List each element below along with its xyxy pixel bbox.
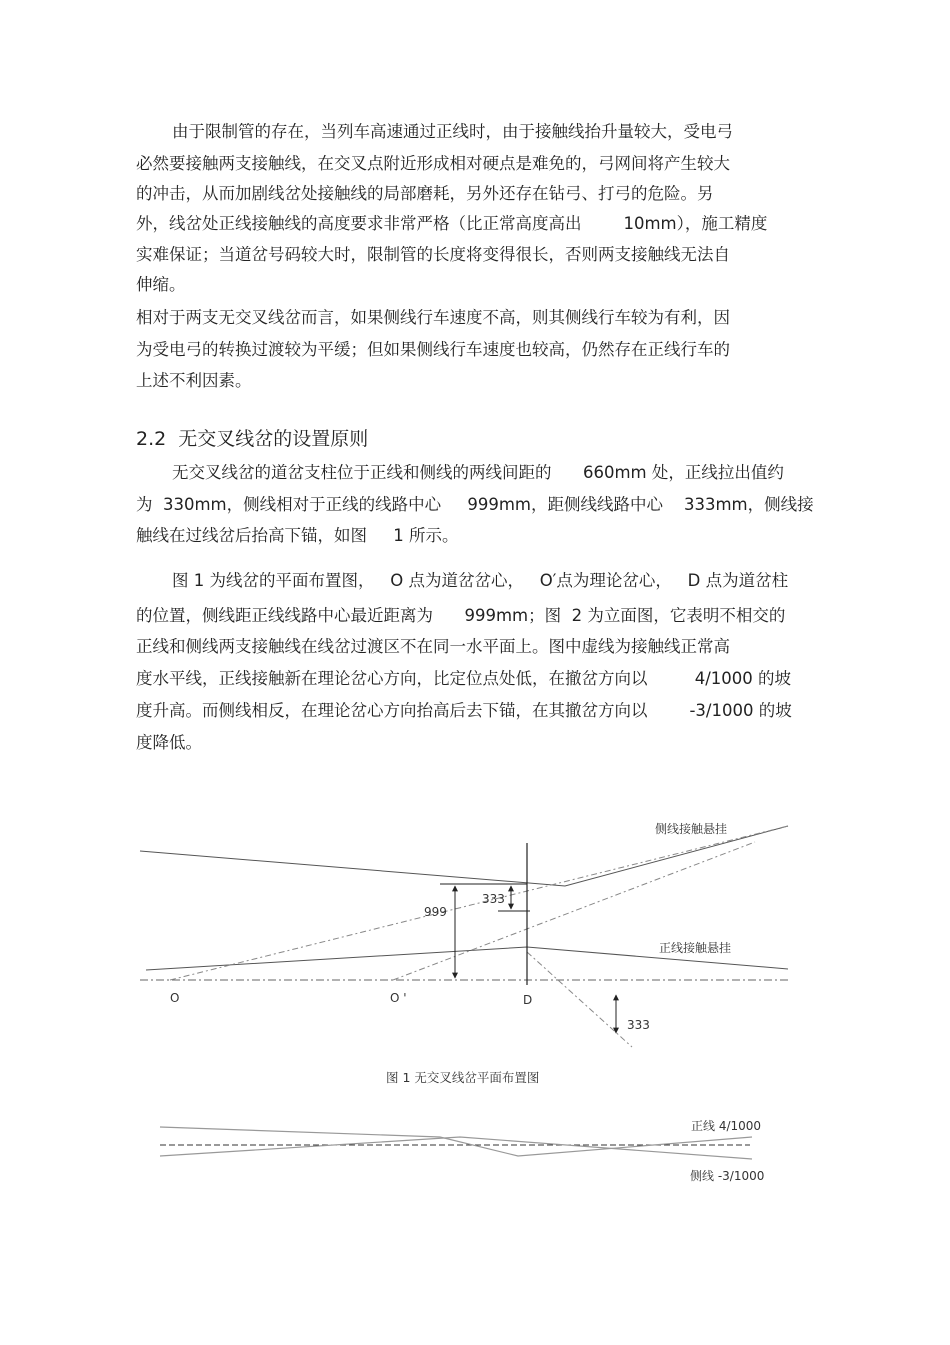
para4-line-3: 正线和侧线两支接触线在线岔过渡区不在同一水平面上。图中虚线为接触线正常高 [136,637,730,656]
point-d-label: D [523,993,533,1007]
point-o-prime-label: O ' [390,991,407,1005]
figure-2 [160,1118,764,1183]
side-track-dashed-1 [170,826,788,980]
dim-333-bottom-label: 333 [627,1018,650,1032]
dim-333-top-label: 333 [482,892,505,906]
para1-line-5: 实难保证；当道岔号码较大时，限制管的长度将变得很长，否则两支接触线无法自 [136,245,730,264]
para3-line-1: 无交叉线岔的道岔支柱位于正线和侧线的两线间距的 660mm 处，正线拉出值约 [172,463,784,482]
para4-line-1: 图 1 为线岔的平面布置图， O 点为道岔岔心， O′点为理论岔心， D 点为道岔柱 [172,571,789,590]
para1-line-2: 必然要接触两支接触线，在交叉点附近形成相对硬点是难免的，弓网间将产生较大 [136,154,730,173]
para4-line-2: 的位置，侧线距正线线路中心最近距离为 999mm；图 2 为立面图，它表明不相交的 [136,606,786,625]
para4-line-5: 度升高。而侧线相反，在理论岔心方向抬高后去下锚，在其撤岔方向以 -3/1000 的坡 [136,701,792,720]
para3-line-3: 触线在过线岔后抬高下锚，如图 1 所示。 [136,526,459,545]
figure-1-caption: 图 1 无交叉线岔平面布置图 [386,1070,540,1085]
para2-line-1: 相对于两支无交叉线岔而言，如果侧线行车速度不高，则其侧线行车较为有利，因 [136,308,730,327]
para2-line-2: 为受电弓的转换过渡较为平缓；但如果侧线行车速度也较高，仍然存在正线行车的 [136,340,730,359]
para1-line-3: 的冲击，从而加剧线岔处接触线的局部磨耗，另外还存在钻弓、打弓的危险。另 [136,184,714,203]
para3-line-2: 为 330mm，侧线相对于正线的线路中心 999mm，距侧线线路中心 333mm，侧线接 [136,495,814,514]
para4-line-6: 度降低。 [136,733,202,752]
figure-1 [140,821,790,1085]
dim-999-label: 999 [424,905,447,919]
main-line-profile [160,1127,752,1156]
para1-line-4: 外，线岔处正线接触线的高度要求非常严格（比正常高度高出 10mm），施工精度 [136,214,768,233]
para4-line-4: 度水平线，正线接触新在理论岔心方向，比定位点处低，在撤岔方向以 4/1000 的坡 [136,669,791,688]
section-heading: 2.2 无交叉线岔的设置原则 [136,428,369,450]
side-catenary-label: 侧线接触悬挂 [655,822,728,836]
main-catenary-label: 正线接触悬挂 [659,941,732,955]
side-slope-label: 侧线 -3/1000 [690,1169,765,1183]
para2-line-3: 上述不利因素。 [136,371,252,390]
para1-line-1: 由于限制管的存在，当列车高速通过正线时，由于接触线抬升量较大，受电弓 [172,122,733,141]
para1-line-6: 伸缩。 [136,275,186,294]
point-o-label: O [170,991,180,1005]
main-slope-label: 正线 4/1000 [691,1119,762,1133]
